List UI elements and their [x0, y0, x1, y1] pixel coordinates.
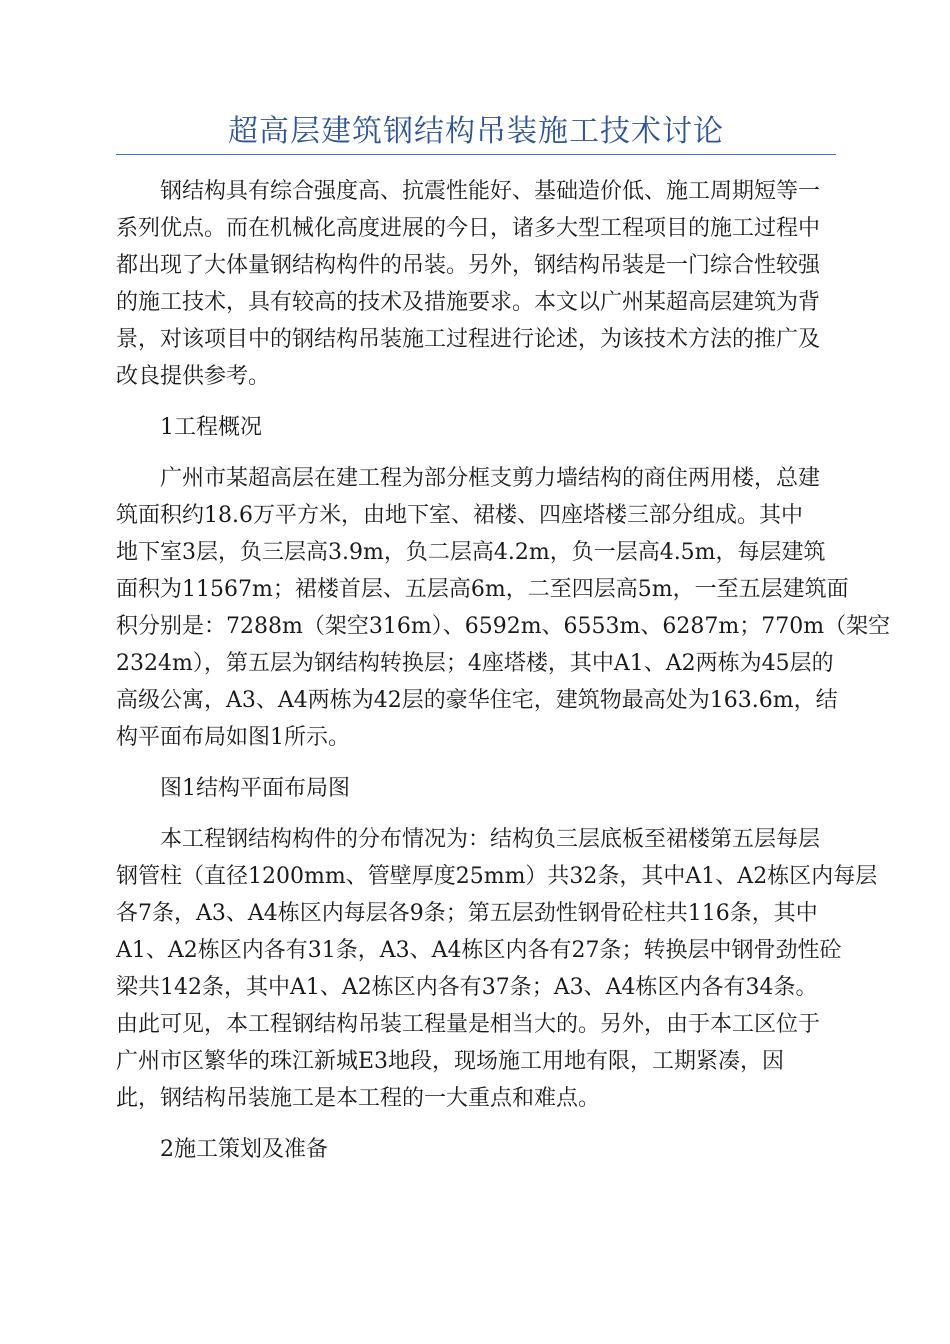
paragraph-line: 钢管柱（直径1200mm、管壁厚度25mm）共32条，其中A1、A2栋区内每层 — [116, 864, 878, 889]
section-heading-1 — [116, 409, 836, 446]
document-page — [116, 110, 891, 1168]
paragraph-line: 广州市区繁华的珠江新城E3地段，现场施工用地有限，工期紧凑，因 — [116, 1049, 785, 1074]
paragraph-line: 此，钢结构吊装施工是本工程的一大重点和难点。 — [116, 1086, 601, 1111]
paragraph-distribution — [116, 821, 878, 1117]
figure-caption — [116, 770, 836, 807]
figure-caption-text: 图1结构平面布局图 — [160, 776, 350, 801]
section-heading-text: 2施工策划及准备 — [160, 1137, 328, 1162]
paragraph-line: 的施工技术，具有较高的技术及措施要求。本文以广州某超高层建筑为背 — [116, 290, 821, 315]
section-heading-text: 1工程概况 — [160, 415, 262, 440]
paragraph-line: 钢结构具有综合强度高、抗震性能好、基础造价低、施工周期短等一 — [160, 179, 821, 204]
paragraph-line: 景，对该项目中的钢结构吊装施工过程进行论述，为该技术方法的推广及 — [116, 327, 821, 352]
paragraph-line: 筑面积约18.6万平方米，由地下室、裙楼、四座塔楼三部分组成。其中 — [116, 503, 803, 528]
paragraph-line: 由此可见，本工程钢结构吊装工程量是相当大的。另外，由于本工区位于 — [116, 1012, 821, 1037]
paragraph-intro — [116, 173, 836, 395]
paragraph-line: 改良提供参考。 — [116, 364, 271, 389]
paragraph-line: 广州市某超高层在建工程为部分框支剪力墙结构的商住两用楼，总建 — [160, 466, 821, 491]
section-heading-2 — [116, 1131, 836, 1168]
paragraph-line: 梁共142条，其中A1、A2栋区内各有37条；A3、A4栋区内各有34条。 — [116, 975, 818, 1000]
title-underline — [116, 154, 836, 155]
paragraph-line: 面积为11567m；裙楼首层、五层高6m，二至四层高5m，一至五层建筑面 — [116, 577, 849, 602]
paragraph-line: 2324m），第五层为钢结构转换层；4座塔楼，其中A1、A2两栋为45层的 — [116, 651, 834, 676]
paragraph-line: 各7条，A3、A4栋区内每层各9条；第五层劲性钢骨砼柱共116条，其中 — [116, 901, 818, 926]
paragraph-line: 积分别是：7288m（架空316m）、6592m、6553m、6287m；770m（架空 — [116, 614, 891, 639]
paragraph-line: 本工程钢结构构件的分布情况为：结构负三层底板至裙楼第五层每层 — [160, 827, 821, 852]
paragraph-line: 都出现了大体量钢结构构件的吊装。另外，钢结构吊装是一门综合性较强 — [116, 253, 821, 278]
paragraph-line: 高级公寓，A3、A4两栋为42层的豪华住宅，建筑物最高处为163.6m，结 — [116, 688, 838, 713]
document-title: 超高层建筑钢结构吊装施工技术讨论 — [228, 114, 724, 149]
paragraph-line: 地下室3层，负三层高3.9m，负二层高4.2m，负一层高4.5m，每层建筑 — [116, 540, 826, 565]
document-body — [116, 173, 891, 1168]
paragraph-line: 构平面布局如图1所示。 — [116, 725, 350, 750]
paragraph-overview — [116, 460, 891, 756]
paragraph-line: A1、A2栋区内各有31条，A3、A4栋区内各有27条；转换层中钢骨劲性砼 — [116, 938, 842, 963]
paragraph-line: 系列优点。而在机械化高度进展的今日，诸多大型工程项目的施工过程中 — [116, 216, 821, 241]
